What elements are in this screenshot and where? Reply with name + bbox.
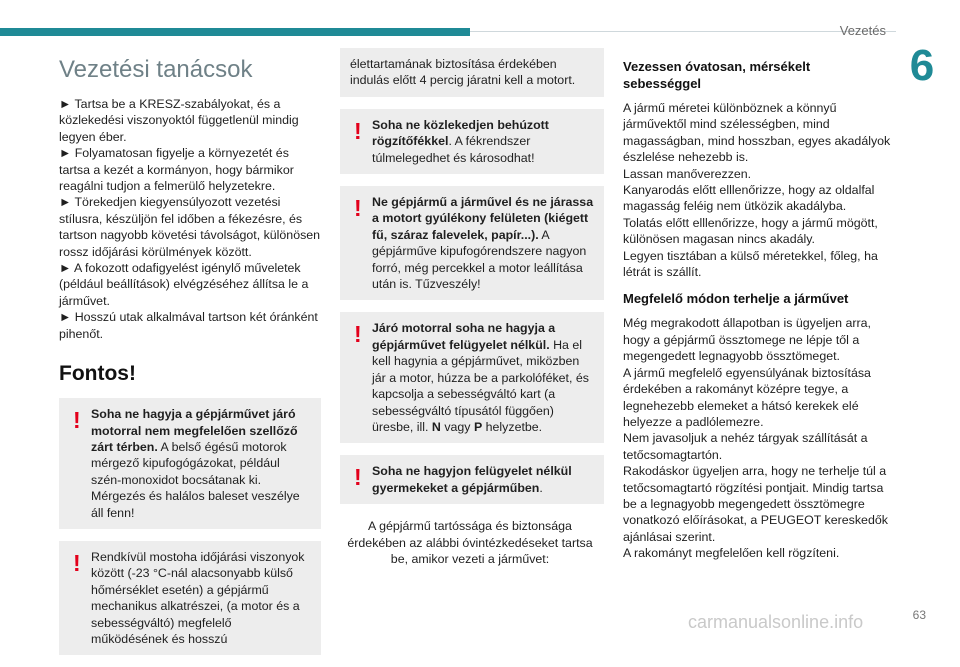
page-title: Vezetési tanácsok [59, 56, 253, 83]
column-2 [340, 48, 604, 567]
header-accent-bar [0, 28, 470, 36]
warning-box: ! Soha ne hagyjon felügyelet nélkül gyermekeket a gépjárműben. [340, 455, 604, 504]
warning-box [340, 109, 604, 174]
body-line: Még megrakodott állapotban is ügyeljen arra, hogy a gépjármű össztomege ne lépje től a megengedett legnagyobb össztömeget. [623, 316, 871, 364]
body-line: Nem javasoljuk a nehéz tárgyak szállítását a tetőcsomagtartón. [623, 431, 868, 462]
section-heading: Megfelelő módon terhelje a járművet [623, 291, 849, 307]
body-line: Rakodáskor ügyeljen arra, hogy ne terhelje túl a tetőcsomagtartó rögzítési pontjait. Mindig tartsa be a legnagyobb megengedett össztömegre vonatkozó előírásokat, a PEUGEOT kereskedők ajánlásai szerint. [623, 464, 888, 544]
bullet-3: ► Törekedjen kiegyensúlyozott vezetési stílusra, készüljön fel időben a fékezésre, és tartson nagyobb követési távolságot, különösen rossz időjárási körülmények között. [59, 195, 321, 259]
important-heading: Fontos! [59, 362, 136, 386]
warning-bold: Soha ne hagyjon felügyelet nélkül gyermekeket a gépjárműben [372, 464, 572, 495]
warning-box: ! Járó motorral soha ne hagyja a gépjárművet felügyelet nélkül. Ha el kell hagynia a gépjárművet, miközben jár a motor, húzza be a parkolóféket, és kapcsolja a sebességváltó kart (a sebességváltó típusától függően) üresbe, ill. N vagy P helyzetbe. [340, 312, 604, 443]
body-paragraph: A gépjármű tartóssága és biztonsága érdekében az alábbi óvintézkedéseket tartsa be, amikor vezeti a járművet: [347, 519, 593, 566]
warning-text: A belső égésű motorok mérgező kipufogógázokat, például szén-monoxidot bocsátanak ki. Mérgezés és halálos baleset veszélye áll fenn! [91, 439, 300, 520]
warning-text: A gépjárműve kipufogórendszere nagyon forró, még percekkel a motor leállítása után is. Tűzveszély! [372, 227, 587, 292]
bullet-1: ► Tartsa be a KRESZ-szabályokat, és a közlekedési viszonyoktól függetlenül mindig legyen éber. [59, 97, 299, 144]
body-line: A rakományt megfelelően kell rögzíteni. [623, 546, 840, 561]
bullet-5: ► Hosszú utak alkalmával tartson két óránként pihenőt. [59, 310, 318, 341]
section-heading: Vezessen óvatosan, mérsékelt sebességgel [623, 59, 811, 91]
watermark: carmanualsonline.info [688, 612, 864, 632]
warning-box [340, 186, 604, 300]
body-line: Lassan manőverezzen. [623, 166, 752, 181]
warning-exclamation-icon: ! [354, 195, 362, 222]
column-1 [59, 48, 321, 667]
warning-bold: Soha ne közlekedjen behúzott rögzítőfékkel [372, 117, 549, 149]
body-line: A jármű méretei különböznek a könnyű járművektől mind szélességben, mind magasságban, mind hosszban, egyes akadályok észlelése nehezebb is. [623, 101, 891, 165]
warning-text: . A fékrendszer túlmelegedhet és károsodhat! [372, 134, 535, 165]
warning-bold: Ne gépjármű a járművel és ne járassa a motort gyúlékony felületen (kiégett fű, száraz falevelek, papír...). [372, 195, 594, 242]
warning-text: Rendkívül mostoha időjárási viszonyok között (-23 °C-nál alacsonyabb külső hőmérséklet esetén) a gépjármű mechanikus alkatrészei, (a motor és a sebességváltó) megfelelő működésének és hosszú [91, 549, 305, 646]
warning-exclamation-icon: ! [354, 321, 362, 348]
bullet-2: ► Folyamatosan figyelje a környezetét és tartsa a kezét a kormányon, hogy bármikor reagálni tudjon a felmerülő helyzetekre. [59, 146, 294, 194]
warning-bold: Soha ne hagyja a gépjárművet járó motorral nem megfelelően szellőző zárt térben. [91, 407, 298, 454]
body-line: Kanyarodás előtt elllenőrizze, hogy az oldalfal magasság feléig nem ütközik akadályba. [623, 183, 875, 214]
warning-box [59, 398, 321, 529]
column-3 [623, 48, 891, 562]
warning-box [59, 541, 321, 655]
warning-exclamation-icon: ! [354, 464, 362, 491]
bullet-4: ► A fokozott odafigyelést igénylő műveletek (például beállítások) elvégzéséhez állítsa le a járművet. [59, 261, 309, 308]
warning-exclamation-icon: ! [354, 117, 362, 144]
body-line: Legyen tisztában a külső méretekkel, főleg, ha létrát is szállít. [623, 248, 878, 280]
warning-box-continued [340, 48, 604, 97]
body-line: Tolatás előtt elllenőrizze, hogy a jármű mögött, különösen magasan nincs akadály. [623, 215, 878, 247]
warning-exclamation-icon: ! [73, 407, 81, 434]
chapter-number: 6 [909, 41, 935, 90]
section-label: Vezetés [839, 23, 886, 38]
warning-text: élettartamának biztosítása érdekében indulás előtt 4 percig járatni kell a motort. [350, 57, 576, 88]
page-number: 63 [912, 608, 926, 622]
warning-exclamation-icon: ! [73, 549, 81, 576]
body-line: A jármű megfelelő egyensúlyának biztosítása érdekében a rakományt középre tegye, a legnehezebb elemeket a hátsó kerekek elé helyezze a padlólemezre. [623, 365, 871, 429]
warning-bold: Járó motorral soha ne hagyja a gépjárművet felügyelet nélkül. [372, 321, 556, 352]
